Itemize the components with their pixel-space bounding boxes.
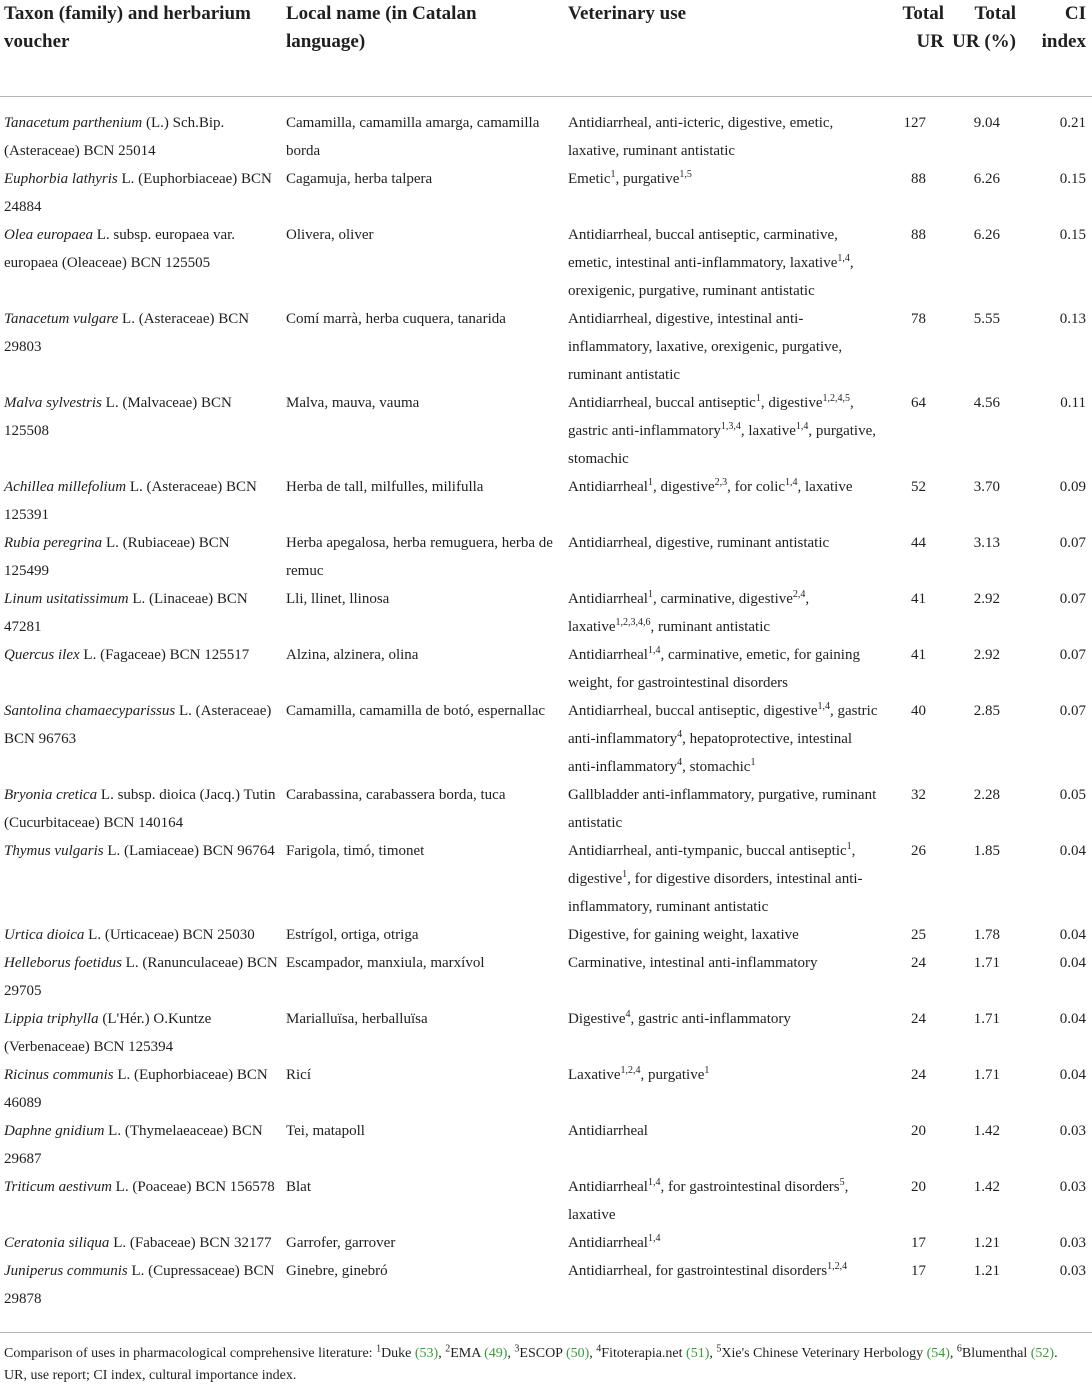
total-ur-cell: 40: [911, 702, 926, 719]
taxon-authority-voucher: L. (Poaceae) BCN 156578: [111, 1178, 275, 1195]
species-name: Bryonia cretica: [4, 786, 98, 803]
use-text: , carminative, emetic, for gaining weight, for gastrointestinal disorders: [568, 646, 860, 691]
total-ur-percent-cell: 6.26: [973, 226, 1000, 243]
source-reference: (49): [484, 1346, 508, 1361]
taxon-cell: [0, 1061, 282, 1117]
total-ur-percent-cell: 2.85: [973, 702, 1000, 719]
taxon-cell: [0, 921, 282, 949]
local-name-cell: Ricí: [286, 1066, 311, 1083]
header-ci-index: CI index: [1020, 0, 1092, 96]
veterinary-use-cell: [564, 1117, 882, 1173]
taxon-authority-voucher: L. (Asteraceae) BCN 29803: [4, 310, 250, 355]
source-reference: (51): [686, 1346, 710, 1361]
ci-index-cell: 0.03: [1059, 1234, 1086, 1251]
total-ur-cell: 24: [911, 954, 926, 971]
species-name: Malva sylvestris: [4, 394, 102, 411]
taxon-cell: [0, 165, 282, 221]
total-ur-percent-cell: 2.28: [973, 786, 1000, 803]
total-ur-cell: 41: [911, 646, 926, 663]
source-number: 1: [376, 1343, 382, 1355]
source-number: 2: [445, 1343, 451, 1355]
source-reference: (52): [1030, 1346, 1055, 1361]
use-reference-superscript: 1,4: [647, 1176, 661, 1188]
use-text: , laxative: [568, 590, 810, 635]
use-text: , for digestive disorders, intestinal anti-inflammatory, ruminant antistatic: [568, 870, 863, 915]
source-separator: ,: [949, 1346, 957, 1361]
total-ur-cell: 25: [911, 926, 926, 943]
table-row: [0, 473, 1092, 529]
use-reference-superscript: 4: [677, 756, 683, 768]
local-name-cell: Ginebre, ginebró: [286, 1262, 388, 1279]
species-name: Quercus ilex: [4, 646, 80, 663]
table-row: [0, 949, 1092, 1005]
use-reference-superscript: 1: [704, 1064, 710, 1076]
table-row: [0, 389, 1092, 473]
species-name: Ricinus communis: [4, 1066, 114, 1083]
table-row: [0, 1229, 1092, 1257]
source-separator: ,: [438, 1346, 446, 1361]
use-text: Laxative: [568, 1066, 621, 1083]
use-reference-superscript: 1,4: [785, 476, 798, 488]
ci-index-cell: 0.07: [1059, 646, 1086, 663]
species-name: Lippia triphylla: [4, 1010, 99, 1027]
table-row: [0, 529, 1092, 585]
use-text: , purgative: [615, 170, 680, 187]
table-row: [0, 921, 1092, 949]
veterinary-use-cell: [564, 1061, 882, 1117]
total-ur-cell: 41: [911, 590, 926, 607]
species-name: Rubia peregrina: [4, 534, 103, 551]
source-name: Blumenthal: [961, 1346, 1031, 1361]
total-ur-cell: 52: [911, 478, 926, 495]
taxon-cell: [0, 837, 282, 921]
taxon-cell: [0, 1229, 282, 1257]
use-reference-superscript: 1: [622, 868, 628, 880]
use-reference-superscript: 1,4: [647, 1232, 661, 1244]
species-name: Olea europaea: [4, 226, 94, 243]
use-text: , gastric anti-inflammatory: [568, 394, 854, 439]
footnote-lead: Comparison of uses in pharmacological comprehensive literature:: [4, 1346, 377, 1361]
use-text: , laxative: [797, 478, 853, 495]
use-reference-superscript: 1,2,4: [827, 1260, 848, 1272]
total-ur-cell: 17: [911, 1234, 926, 1251]
use-text: , digestive: [760, 394, 823, 411]
veterinary-use-cell: [564, 1229, 882, 1257]
use-text: , ruminant antistatic: [650, 618, 771, 635]
use-text: , purgative, stomachic: [568, 422, 876, 467]
taxon-cell: [0, 585, 282, 641]
total-ur-percent-cell: 1.85: [973, 842, 1000, 859]
table-row: [0, 837, 1092, 921]
total-ur-percent-cell: 1.21: [973, 1234, 1000, 1251]
use-reference-superscript: 1,5: [679, 168, 692, 180]
header-row: [0, 0, 1092, 96]
table-footnote: [0, 1332, 1092, 1387]
use-reference-superscript: 1,4: [795, 420, 809, 432]
local-name-cell: Comí marrà, herba cuquera, tanarida: [286, 310, 506, 327]
use-reference-superscript: 1,2,4: [620, 1064, 641, 1076]
use-text: , purgative: [640, 1066, 705, 1083]
veterinary-use-cell: [564, 529, 882, 585]
taxon-authority-voucher: L. (Ranunculaceae) BCN 29705: [4, 954, 278, 999]
taxon-cell: [0, 529, 282, 585]
species-name: Urtica dioica: [4, 926, 85, 943]
table-row: [0, 305, 1092, 389]
local-name-cell: Carabassina, carabassera borda, tuca: [286, 786, 506, 803]
source-reference: (53): [414, 1346, 439, 1361]
ci-index-cell: 0.03: [1059, 1262, 1086, 1279]
total-ur-cell: 20: [911, 1122, 926, 1139]
veterinary-use-cell: [564, 1005, 882, 1061]
total-ur-cell: 44: [911, 534, 926, 551]
use-text: Antidiarrheal, buccal antiseptic: [568, 394, 756, 411]
use-reference-superscript: 1,2,3,4,6: [615, 616, 651, 628]
taxon-authority-voucher: L. (Urticaceae) BCN 25030: [84, 926, 255, 943]
veterinary-use-cell: [564, 305, 882, 389]
use-reference-superscript: 1: [846, 840, 852, 852]
taxon-cell: [0, 781, 282, 837]
ci-index-cell: 0.07: [1059, 702, 1086, 719]
use-reference-superscript: 2,4: [792, 588, 806, 600]
ci-index-cell: 0.04: [1059, 842, 1086, 859]
ci-index-cell: 0.11: [1060, 394, 1086, 411]
table-row: [0, 585, 1092, 641]
total-ur-cell: 88: [911, 170, 926, 187]
local-name-cell: Olivera, oliver: [286, 226, 374, 243]
species-name: Santolina chamaecyparissus: [4, 702, 176, 719]
taxon-cell: [0, 1257, 282, 1323]
header-total-ur: Total UR: [882, 0, 948, 96]
local-name-cell: Marialluïsa, herballuïsa: [286, 1010, 428, 1027]
total-ur-percent-cell: 4.56: [973, 394, 1000, 411]
taxon-cell: [0, 96, 282, 165]
species-name: Achillea millefolium: [4, 478, 127, 495]
use-text: , carminative, digestive: [652, 590, 793, 607]
taxon-authority-voucher: L. (Asteraceae) BCN 96763: [4, 702, 272, 747]
taxon-authority-voucher: (L.) Sch.Bip. (Asteraceae) BCN 25014: [4, 114, 225, 159]
taxon-authority-voucher: (L'Hér.) O.Kuntze (Verbenaceae) BCN 125394: [4, 1010, 212, 1055]
total-ur-cell: 24: [911, 1010, 926, 1027]
use-text: , gastric anti-inflammatory: [568, 702, 878, 747]
use-text: Antidiarrheal: [568, 590, 648, 607]
veterinary-use-cell: [564, 585, 882, 641]
use-text: Gallbladder anti-inflammatory, purgative, ruminant antistatic: [568, 786, 877, 831]
total-ur-percent-cell: 1.71: [973, 1066, 1000, 1083]
ci-index-cell: 0.03: [1059, 1178, 1086, 1195]
use-reference-superscript: 1: [610, 168, 616, 180]
local-name-cell: Garrofer, garrover: [286, 1234, 396, 1251]
source-number: 5: [716, 1343, 722, 1355]
use-text: Antidiarrheal: [568, 646, 648, 663]
taxon-cell: [0, 305, 282, 389]
ci-index-cell: 0.21: [1059, 114, 1086, 131]
footnote-line-2: UR, use report; CI index, cultural importance index.: [4, 1368, 297, 1383]
ci-index-cell: 0.04: [1059, 1066, 1086, 1083]
use-text: Antidiarrheal, for gastrointestinal disorders: [568, 1262, 828, 1279]
use-text: Carminative, intestinal anti-inflammatory: [568, 954, 818, 971]
species-name: Helleborus foetidus: [4, 954, 122, 971]
source-separator: ,: [507, 1346, 515, 1361]
taxon-cell: [0, 949, 282, 1005]
local-name-cell: Herba de tall, milfulles, milifulla: [286, 478, 484, 495]
total-ur-percent-cell: 3.70: [973, 478, 1000, 495]
taxon-cell: [0, 221, 282, 305]
local-name-cell: Malva, mauva, vauma: [286, 394, 420, 411]
use-text: Antidiarrheal: [568, 1234, 648, 1251]
use-reference-superscript: 1,4: [647, 644, 661, 656]
veterinary-use-cell: [564, 1173, 882, 1229]
taxon-authority-voucher: L. (Cupressaceae) BCN 29878: [4, 1262, 275, 1307]
use-reference-superscript: 1,2,4,5: [822, 392, 850, 404]
total-ur-cell: 88: [911, 226, 926, 243]
total-ur-percent-cell: 1.21: [973, 1262, 1000, 1279]
species-name: Daphne gnidium: [4, 1122, 105, 1139]
taxon-authority-voucher: L. (Fabaceae) BCN 32177: [109, 1234, 272, 1251]
taxon-cell: [0, 1005, 282, 1061]
source-reference: (54): [926, 1346, 950, 1361]
taxon-cell: [0, 473, 282, 529]
local-name-cell: Escampador, manxiula, marxívol: [286, 954, 485, 971]
veterinary-use-cell: [564, 781, 882, 837]
veterinary-use-cell: [564, 1257, 882, 1323]
total-ur-cell: 20: [911, 1178, 926, 1195]
taxon-authority-voucher: L. (Lamiaceae) BCN 96764: [103, 842, 275, 859]
use-text: Antidiarrheal, anti-tympanic, buccal antiseptic: [568, 842, 847, 859]
use-reference-superscript: 1: [647, 588, 653, 600]
table-row: [0, 1117, 1092, 1173]
veterinary-use-cell: [564, 473, 882, 529]
local-name-cell: Alzina, alzinera, olina: [286, 646, 419, 663]
total-ur-percent-cell: 1.42: [973, 1122, 1000, 1139]
local-name-cell: Farigola, timó, timonet: [286, 842, 425, 859]
use-text: , laxative: [740, 422, 796, 439]
veterinary-use-cell: [564, 165, 882, 221]
taxon-authority-voucher: L. subsp. dioica (Jacq.) Tutin (Cucurbitaceae) BCN 140164: [4, 786, 276, 831]
footnote-line-1: [4, 1343, 1088, 1365]
use-text: , digestive: [652, 478, 715, 495]
species-name: Linum usitatissimum: [4, 590, 129, 607]
ci-index-cell: 0.03: [1059, 1122, 1086, 1139]
local-name-cell: Lli, llinet, llinosa: [286, 590, 390, 607]
veterinary-use-cell: [564, 389, 882, 473]
species-name: Juniperus communis: [4, 1262, 128, 1279]
source-number: 3: [514, 1343, 520, 1355]
veterinary-use-cell: [564, 641, 882, 697]
ci-index-cell: 0.05: [1059, 786, 1086, 803]
use-text: Digestive: [568, 1010, 626, 1027]
source-number: 4: [596, 1343, 602, 1355]
veterinary-use-cell: [564, 837, 882, 921]
species-name: Ceratonia siliqua: [4, 1234, 110, 1251]
veterinary-use-cell: [564, 221, 882, 305]
table-row: [0, 697, 1092, 781]
source-name: ESCOP: [519, 1346, 566, 1361]
total-ur-cell: 24: [911, 1066, 926, 1083]
taxon-authority-voucher: L. (Rubiaceae) BCN 125499: [4, 534, 230, 579]
use-reference-superscript: 1: [647, 476, 653, 488]
use-text: , digestive: [568, 842, 856, 887]
local-name-cell: Camamilla, camamilla amarga, camamilla borda: [286, 114, 540, 159]
total-ur-cell: 78: [911, 310, 926, 327]
taxon-authority-voucher: L. (Thymelaeaceae) BCN 29687: [4, 1122, 263, 1167]
total-ur-percent-cell: 3.13: [973, 534, 1000, 551]
species-name: Tanacetum parthenium: [4, 114, 143, 131]
use-reference-superscript: 4: [625, 1008, 631, 1020]
ci-index-cell: 0.04: [1059, 926, 1086, 943]
source-name: Xie's Chinese Veterinary Herbology: [721, 1346, 927, 1361]
local-name-cell: Cagamuja, herba talpera: [286, 170, 433, 187]
total-ur-cell: 26: [911, 842, 926, 859]
use-text: Antidiarrheal, buccal antiseptic, digestive: [568, 702, 818, 719]
total-ur-percent-cell: 2.92: [973, 590, 1000, 607]
veterinary-use-cell: [564, 96, 882, 165]
source-name: EMA: [450, 1346, 485, 1361]
taxon-authority-voucher: L. (Fagaceae) BCN 125517: [79, 646, 250, 663]
total-ur-percent-cell: 1.71: [973, 954, 1000, 971]
table-row: [0, 1257, 1092, 1323]
table-row: [0, 641, 1092, 697]
local-name-cell: Herba apegalosa, herba remuguera, herba de remuc: [286, 534, 553, 579]
use-text: Antidiarrheal, anti-icteric, digestive, emetic, laxative, ruminant antistatic: [568, 114, 834, 159]
use-text: Antidiarrheal, digestive, intestinal anti-inflammatory, laxative, orexigenic, purgative, ruminant antistatic: [568, 310, 843, 383]
table-row: [0, 1061, 1092, 1117]
source-separator: .: [1054, 1346, 1058, 1361]
total-ur-percent-cell: 9.04: [973, 114, 1000, 131]
total-ur-percent-cell: 1.71: [973, 1010, 1000, 1027]
ci-index-cell: 0.09: [1059, 478, 1086, 495]
use-text: Antidiarrheal, digestive, ruminant antistatic: [568, 534, 830, 551]
table-row: [0, 165, 1092, 221]
table-row: [0, 96, 1092, 165]
total-ur-percent-cell: 5.55: [973, 310, 1000, 327]
total-ur-percent-cell: 6.26: [973, 170, 1000, 187]
source-number: 6: [956, 1343, 962, 1355]
use-text: Antidiarrheal, buccal antiseptic, carminative, emetic, intestinal anti-inflammatory, laxative: [568, 226, 838, 271]
use-text: Emetic: [568, 170, 611, 187]
ci-index-cell: 0.13: [1059, 310, 1086, 327]
use-text: , hepatoprotective, intestinal anti-inflammatory: [568, 730, 853, 775]
total-ur-percent-cell: 1.78: [973, 926, 1000, 943]
total-ur-percent-cell: 2.92: [973, 646, 1000, 663]
taxon-authority-voucher: L. (Euphorbiaceae) BCN 46089: [4, 1066, 268, 1111]
taxon-cell: [0, 697, 282, 781]
table-body: [0, 96, 1092, 1323]
local-name-cell: Estrígol, ortiga, otriga: [286, 926, 419, 943]
use-text: , for colic: [727, 478, 786, 495]
header-veterinary-use: Veterinary use: [564, 0, 882, 96]
ci-index-cell: 0.04: [1059, 1010, 1086, 1027]
use-text: Antidiarrheal: [568, 1122, 648, 1139]
use-reference-superscript: 5: [839, 1176, 845, 1188]
taxon-cell: [0, 1117, 282, 1173]
use-text: Digestive, for gaining weight, laxative: [568, 926, 799, 943]
source-name: Fitoterapia.net: [601, 1346, 687, 1361]
use-reference-superscript: 4: [677, 728, 683, 740]
use-reference-superscript: 1: [750, 756, 756, 768]
use-text: , for gastrointestinal disorders: [660, 1178, 840, 1195]
source-separator: ,: [589, 1346, 597, 1361]
taxon-cell: [0, 1173, 282, 1229]
ci-index-cell: 0.07: [1059, 534, 1086, 551]
ci-index-cell: 0.07: [1059, 590, 1086, 607]
use-reference-superscript: 1,4: [817, 700, 830, 712]
table-row: [0, 221, 1092, 305]
total-ur-cell: 64: [911, 394, 926, 411]
species-name: Thymus vulgaris: [4, 842, 104, 859]
table-row: [0, 1005, 1092, 1061]
ci-index-cell: 0.15: [1059, 226, 1086, 243]
taxon-authority-voucher: L. subsp. europaea var. europaea (Oleaceae) BCN 125505: [4, 226, 236, 271]
use-text: , laxative: [568, 1178, 849, 1223]
taxon-cell: [0, 389, 282, 473]
header-local-name: Local name (in Catalan language): [282, 0, 564, 96]
use-text: , stomachic: [682, 758, 751, 775]
taxon-authority-voucher: L. (Euphorbiaceae) BCN 24884: [4, 170, 272, 215]
source-reference: (50): [565, 1346, 590, 1361]
use-reference-superscript: 1: [755, 392, 761, 404]
species-name: Euphorbia lathyris: [4, 170, 118, 187]
ci-index-cell: 0.04: [1059, 954, 1086, 971]
source-name: Duke: [381, 1346, 415, 1361]
source-separator: ,: [709, 1346, 717, 1361]
species-name: Triticum aestivum: [4, 1178, 112, 1195]
use-reference-superscript: 1,3,4: [720, 420, 741, 432]
taxon-cell: [0, 641, 282, 697]
ci-index-cell: 0.15: [1059, 170, 1086, 187]
local-name-cell: Camamilla, camamilla de botó, espernallac: [286, 702, 546, 719]
taxon-authority-voucher: L. (Malvaceae) BCN 125508: [4, 394, 232, 439]
veterinary-use-cell: [564, 697, 882, 781]
header-taxon: Taxon (family) and herbarium voucher: [0, 0, 282, 96]
taxon-authority-voucher: L. (Linaceae) BCN 47281: [4, 590, 248, 635]
use-reference-superscript: 1,4: [837, 252, 850, 264]
veterinary-use-cell: [564, 949, 882, 1005]
taxon-authority-voucher: L. (Asteraceae) BCN 125391: [4, 478, 257, 523]
table-row: [0, 1173, 1092, 1229]
local-name-cell: Tei, matapoll: [286, 1122, 365, 1139]
use-reference-superscript: 2,3: [714, 476, 728, 488]
use-text: , orexigenic, purgative, ruminant antistatic: [568, 254, 854, 299]
total-ur-cell: 127: [903, 114, 926, 131]
use-text: Antidiarrheal: [568, 1178, 648, 1195]
use-text: , gastric anti-inflammatory: [630, 1010, 791, 1027]
use-text: Antidiarrheal: [568, 478, 648, 495]
total-ur-cell: 32: [911, 786, 926, 803]
header-total-ur-percent: Total UR (%): [948, 0, 1020, 96]
table-row: [0, 781, 1092, 837]
total-ur-percent-cell: 1.42: [973, 1178, 1000, 1195]
local-name-cell: Blat: [286, 1178, 311, 1195]
veterinary-use-cell: [564, 921, 882, 949]
species-name: Tanacetum vulgare: [4, 310, 119, 327]
footnote-sources: [376, 1343, 1058, 1361]
total-ur-cell: 17: [911, 1262, 926, 1279]
